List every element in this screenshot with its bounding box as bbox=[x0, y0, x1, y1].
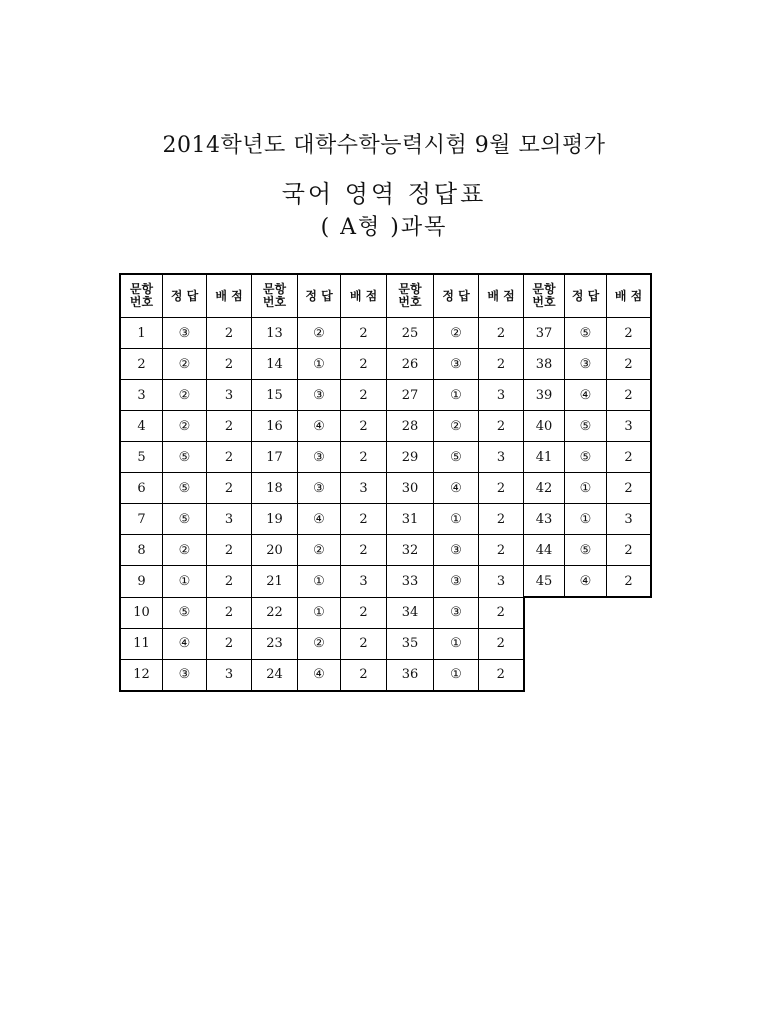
point-value: 2 bbox=[341, 380, 387, 411]
point-value: 2 bbox=[207, 411, 252, 442]
correct-answer: ① bbox=[565, 473, 607, 504]
point-value: 3 bbox=[607, 504, 652, 535]
col-header-number-label: 문항 번호 bbox=[129, 282, 154, 309]
point-value: 2 bbox=[207, 442, 252, 473]
question-number: 11 bbox=[120, 628, 163, 659]
correct-answer: ② bbox=[163, 535, 207, 566]
answer-key-table bbox=[119, 273, 652, 692]
point-value: 3 bbox=[607, 411, 652, 442]
point-value: 2 bbox=[607, 473, 652, 504]
question-number: 6 bbox=[120, 473, 163, 504]
point-value: 2 bbox=[207, 535, 252, 566]
question-number: 17 bbox=[252, 442, 298, 473]
point-value: 2 bbox=[341, 535, 387, 566]
point-value: 3 bbox=[207, 380, 252, 411]
col-header-number bbox=[120, 274, 163, 318]
question-number: 12 bbox=[120, 659, 163, 691]
point-value: 2 bbox=[341, 504, 387, 535]
correct-answer: ③ bbox=[565, 349, 607, 380]
correct-answer: ① bbox=[434, 380, 479, 411]
correct-answer: ① bbox=[434, 659, 479, 691]
question-number: 23 bbox=[252, 628, 298, 659]
correct-answer: ① bbox=[163, 566, 207, 598]
answer-table-body bbox=[120, 318, 651, 691]
question-number: 35 bbox=[387, 628, 434, 659]
point-value: 3 bbox=[207, 504, 252, 535]
answer-row bbox=[120, 318, 651, 349]
correct-answer: ② bbox=[298, 535, 341, 566]
question-number: 9 bbox=[120, 566, 163, 598]
correct-answer: ⑤ bbox=[565, 442, 607, 473]
answer-row bbox=[120, 380, 651, 411]
question-number: 34 bbox=[387, 597, 434, 628]
point-value: 2 bbox=[479, 318, 524, 349]
correct-answer: ② bbox=[434, 318, 479, 349]
correct-answer: ③ bbox=[434, 349, 479, 380]
correct-answer: ④ bbox=[565, 566, 607, 598]
col-header-points: 배 점 bbox=[479, 274, 524, 318]
point-value: 2 bbox=[341, 318, 387, 349]
point-value: 2 bbox=[607, 442, 652, 473]
point-value: 2 bbox=[207, 628, 252, 659]
question-number: 3 bbox=[120, 380, 163, 411]
col-header-answer: 정 답 bbox=[298, 274, 341, 318]
correct-answer: ④ bbox=[298, 504, 341, 535]
correct-answer: ② bbox=[298, 318, 341, 349]
point-value: 2 bbox=[607, 380, 652, 411]
question-number: 33 bbox=[387, 566, 434, 598]
point-value: 3 bbox=[479, 566, 524, 598]
col-header-points: 배 점 bbox=[607, 274, 652, 318]
answer-row bbox=[120, 597, 651, 628]
point-value: 2 bbox=[341, 628, 387, 659]
correct-answer: ② bbox=[298, 628, 341, 659]
answer-row bbox=[120, 442, 651, 473]
question-number: 27 bbox=[387, 380, 434, 411]
point-value: 2 bbox=[479, 504, 524, 535]
point-value: 2 bbox=[479, 659, 524, 691]
empty-cell bbox=[607, 659, 652, 691]
correct-answer: ⑤ bbox=[434, 442, 479, 473]
answer-row bbox=[120, 504, 651, 535]
empty-cell bbox=[524, 628, 565, 659]
question-number: 37 bbox=[524, 318, 565, 349]
question-number: 30 bbox=[387, 473, 434, 504]
point-value: 2 bbox=[207, 597, 252, 628]
correct-answer: ④ bbox=[298, 411, 341, 442]
question-number: 7 bbox=[120, 504, 163, 535]
question-number: 16 bbox=[252, 411, 298, 442]
answer-row bbox=[120, 349, 651, 380]
correct-answer: ⑤ bbox=[163, 504, 207, 535]
col-header-number bbox=[524, 274, 565, 318]
answer-row bbox=[120, 411, 651, 442]
answer-row bbox=[120, 566, 651, 598]
correct-answer: ⑤ bbox=[163, 473, 207, 504]
correct-answer: ⑤ bbox=[565, 411, 607, 442]
question-number: 1 bbox=[120, 318, 163, 349]
question-number: 38 bbox=[524, 349, 565, 380]
col-header-points: 배 점 bbox=[207, 274, 252, 318]
col-header-number-label: 문항 번호 bbox=[398, 282, 422, 309]
correct-answer: ③ bbox=[298, 380, 341, 411]
question-number: 25 bbox=[387, 318, 434, 349]
answer-table-header bbox=[120, 274, 651, 318]
question-number: 21 bbox=[252, 566, 298, 598]
header-row bbox=[120, 274, 651, 318]
question-number: 41 bbox=[524, 442, 565, 473]
point-value: 2 bbox=[341, 659, 387, 691]
point-value: 2 bbox=[207, 566, 252, 598]
question-number: 5 bbox=[120, 442, 163, 473]
correct-answer: ③ bbox=[434, 566, 479, 598]
point-value: 2 bbox=[479, 628, 524, 659]
correct-answer: ② bbox=[163, 380, 207, 411]
col-header-number-label: 문항 번호 bbox=[262, 282, 287, 309]
correct-answer: ⑤ bbox=[163, 442, 207, 473]
question-number: 36 bbox=[387, 659, 434, 691]
correct-answer: ③ bbox=[298, 442, 341, 473]
answer-row bbox=[120, 535, 651, 566]
col-header-number bbox=[387, 274, 434, 318]
point-value: 2 bbox=[479, 473, 524, 504]
point-value: 2 bbox=[479, 597, 524, 628]
question-number: 13 bbox=[252, 318, 298, 349]
point-value: 3 bbox=[341, 473, 387, 504]
col-header-answer: 정 답 bbox=[163, 274, 207, 318]
point-value: 3 bbox=[479, 380, 524, 411]
correct-answer: ② bbox=[434, 411, 479, 442]
point-value: 2 bbox=[479, 411, 524, 442]
question-number: 28 bbox=[387, 411, 434, 442]
point-value: 2 bbox=[607, 566, 652, 598]
answer-row bbox=[120, 628, 651, 659]
point-value: 2 bbox=[341, 349, 387, 380]
empty-cell bbox=[607, 597, 652, 628]
point-value: 2 bbox=[207, 473, 252, 504]
correct-answer: ③ bbox=[163, 318, 207, 349]
point-value: 2 bbox=[207, 349, 252, 380]
empty-cell bbox=[565, 628, 607, 659]
question-number: 45 bbox=[524, 566, 565, 598]
col-header-answer: 정 답 bbox=[565, 274, 607, 318]
question-number: 10 bbox=[120, 597, 163, 628]
point-value: 3 bbox=[207, 659, 252, 691]
question-number: 44 bbox=[524, 535, 565, 566]
point-value: 2 bbox=[479, 535, 524, 566]
point-value: 2 bbox=[341, 597, 387, 628]
correct-answer: ④ bbox=[163, 628, 207, 659]
point-value: 2 bbox=[607, 318, 652, 349]
point-value: 2 bbox=[341, 442, 387, 473]
exam-title: 2014학년도 대학수학능력시험 9월 모의평가 bbox=[162, 133, 606, 158]
question-number: 43 bbox=[524, 504, 565, 535]
correct-answer: ③ bbox=[434, 535, 479, 566]
question-number: 26 bbox=[387, 349, 434, 380]
question-number: 14 bbox=[252, 349, 298, 380]
question-number: 19 bbox=[252, 504, 298, 535]
correct-answer: ⑤ bbox=[565, 318, 607, 349]
point-value: 3 bbox=[479, 442, 524, 473]
correct-answer: ④ bbox=[565, 380, 607, 411]
correct-answer: ⑤ bbox=[565, 535, 607, 566]
point-value: 2 bbox=[607, 535, 652, 566]
empty-cell bbox=[565, 597, 607, 628]
answer-row bbox=[120, 659, 651, 691]
point-value: 2 bbox=[341, 411, 387, 442]
point-value: 3 bbox=[341, 566, 387, 598]
correct-answer: ① bbox=[298, 349, 341, 380]
correct-answer: ④ bbox=[298, 659, 341, 691]
question-number: 15 bbox=[252, 380, 298, 411]
correct-answer: ① bbox=[565, 504, 607, 535]
correct-answer: ③ bbox=[298, 473, 341, 504]
question-number: 31 bbox=[387, 504, 434, 535]
question-number: 24 bbox=[252, 659, 298, 691]
question-number: 29 bbox=[387, 442, 434, 473]
col-header-number bbox=[252, 274, 298, 318]
question-number: 4 bbox=[120, 411, 163, 442]
point-value: 2 bbox=[207, 318, 252, 349]
correct-answer: ③ bbox=[163, 659, 207, 691]
correct-answer: ③ bbox=[434, 597, 479, 628]
empty-cell bbox=[565, 659, 607, 691]
correct-answer: ① bbox=[298, 597, 341, 628]
subject-title: 국어 영역 정답표 bbox=[281, 180, 487, 208]
exam-type-line: ( A형 )과목 bbox=[320, 215, 448, 240]
col-header-answer: 정 답 bbox=[434, 274, 479, 318]
correct-answer: ① bbox=[298, 566, 341, 598]
question-number: 39 bbox=[524, 380, 565, 411]
question-number: 2 bbox=[120, 349, 163, 380]
col-header-number-label: 문항 번호 bbox=[532, 282, 556, 309]
question-number: 32 bbox=[387, 535, 434, 566]
empty-cell bbox=[524, 659, 565, 691]
question-number: 22 bbox=[252, 597, 298, 628]
correct-answer: ④ bbox=[434, 473, 479, 504]
question-number: 42 bbox=[524, 473, 565, 504]
correct-answer: ② bbox=[163, 349, 207, 380]
correct-answer: ⑤ bbox=[163, 597, 207, 628]
question-number: 40 bbox=[524, 411, 565, 442]
answer-row bbox=[120, 473, 651, 504]
correct-answer: ① bbox=[434, 504, 479, 535]
empty-cell bbox=[524, 597, 565, 628]
question-number: 18 bbox=[252, 473, 298, 504]
empty-cell bbox=[607, 628, 652, 659]
question-number: 20 bbox=[252, 535, 298, 566]
col-header-points: 배 점 bbox=[341, 274, 387, 318]
question-number: 8 bbox=[120, 535, 163, 566]
correct-answer: ② bbox=[163, 411, 207, 442]
correct-answer: ① bbox=[434, 628, 479, 659]
point-value: 2 bbox=[607, 349, 652, 380]
point-value: 2 bbox=[479, 349, 524, 380]
